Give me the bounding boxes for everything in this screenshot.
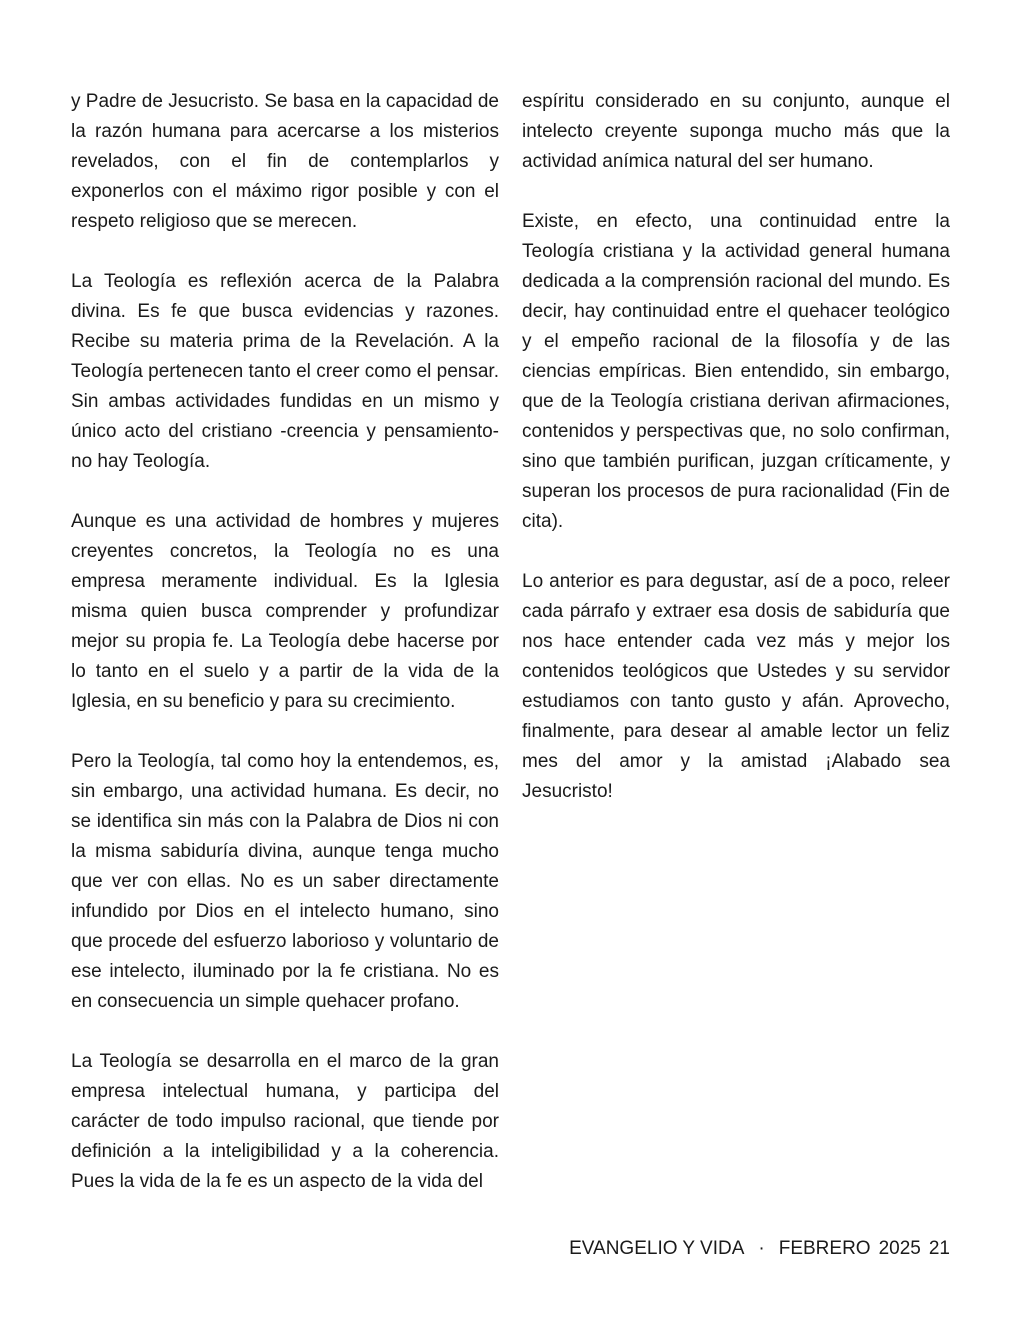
publication-name: EVANGELIO Y VIDA [569, 1238, 745, 1259]
paragraph: Pero la Teología, tal como hoy la entendemos, es, sin embargo, una actividad humana. Es decir, no se identifica sin más con la Palabra de Dios ni con la misma sabiduría divina, aunque tenga mucho que ver con ellas. No es un saber directamente infundido por Dios en el intelecto humano, sino que procede del esfuerzo laborioso y voluntario de ese intelecto, iluminado por la fe cristiana. No es en consecuencia un simple quehacer profano. [71, 751, 499, 1012]
footer-separator: · [758, 1238, 765, 1259]
page-number: 21 [928, 1238, 950, 1259]
paragraph: Lo anterior es para degustar, así de a poco, releer cada párrafo y extraer esa dosis de sabiduría que nos hace entender cada vez más y mejor los contenidos teológicos que Ustedes y su servidor estudiamos con tanto gusto y afán. Aprovecho, finalmente, para desear al amable lector un feliz mes del amor y la amistad ¡Alabado sea Jesucristo! [522, 571, 950, 802]
paragraph: y Padre de Jesucristo. Se basa en la capacidad de la razón humana para acercarse a los misterios revelados, con el fin de contemplarlos y exponerlos con el máximo rigor posible y con el respeto religioso que se merecen. [71, 91, 499, 232]
issue-year: 2025 [878, 1238, 921, 1259]
right-column [522, 87, 950, 837]
paragraph: La Teología se desarrolla en el marco de la gran empresa intelectual humana, y participa del carácter de todo impulso racional, que tiende por definición a la inteligibilidad y a la coherencia. Pues la vida de la fe es un aspecto de la vida del [71, 1051, 499, 1192]
paragraph: Aunque es una actividad de hombres y mujeres creyentes concretos, la Teología no es una empresa meramente individual. Es la Iglesia misma quien busca comprender y profundizar mejor su propia fe. La Teología debe hacerse por lo tanto en el suelo y a partir de la vida de la Iglesia, en su beneficio y para su crecimiento. [71, 511, 499, 712]
paragraph: Existe, en efecto, una continuidad entre la Teología cristiana y la actividad general humana dedicada a la comprensión racional del mundo. Es decir, hay continuidad entre el quehacer teológico y el empeño racional de la filosofía y de las ciencias empíricas. Bien entendido, sin embargo, que de la Teología cristiana derivan afirmaciones, contenidos y perspectivas que, no solo confirman, sino que también purifican, juzgan críticamente, y superan los procesos de pura racionalidad (Fin de cita). [522, 211, 950, 532]
page-footer [569, 1236, 950, 1262]
paragraph: espíritu considerado en su conjunto, aunque el intelecto creyente suponga mucho más que la actividad anímica natural del ser humano. [522, 91, 950, 172]
left-column [71, 87, 499, 1227]
paragraph: La Teología es reflexión acerca de la Palabra divina. Es fe que busca evidencias y razones. Recibe su materia prima de la Revelación. A la Teología pertenecen tanto el creer como el pensar. Sin ambas actividades fundidas en un mismo y único acto del cristiano -creencia y pensamiento- no hay Teología. [71, 271, 499, 472]
issue-month: FEBRERO [778, 1238, 871, 1259]
